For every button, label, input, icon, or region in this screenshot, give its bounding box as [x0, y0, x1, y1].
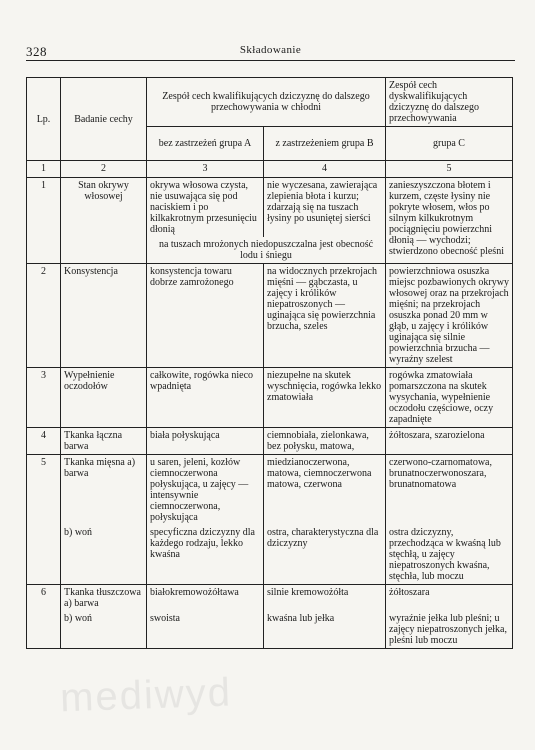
cell-group-b: niezupełne na skutek wyschnięcia, rogówka lekko zmatowiała: [264, 368, 386, 428]
col-number: 5: [386, 161, 513, 178]
cell-group-b: kwaśna lub jełka: [264, 611, 386, 649]
row-number: [27, 525, 61, 585]
cell-group-b: silnie kremowożółta: [264, 585, 386, 612]
row-number: 4: [27, 428, 61, 455]
col-header-group-c: grupa C: [386, 127, 513, 161]
cell-group-a: biała połyskująca: [147, 428, 264, 455]
cell-group-a: specyficzna dziczyzny dla każdego rodzaju, lekko kwaśna: [147, 525, 264, 585]
col-number: 3: [147, 161, 264, 178]
running-title: Składowanie: [239, 44, 302, 56]
cell-group-c: powierzchniowa osuszka miejsc pozbawionych okrywy włosowej oraz na przekrojach mięśni; na przekrojach osuszka ponad 20 mm w głąb, u zajęcy i królików uginająca się silnie powierzchnia brzucha — wyraźny szelest: [386, 264, 513, 368]
row-feature: b) woń: [61, 611, 147, 649]
cell-group-c: żółtoszara: [386, 585, 513, 612]
col-number: 2: [61, 161, 147, 178]
watermark: mediwyd: [59, 670, 233, 721]
col-header-qualifying: Zespół cech kwalifikujących dziczyznę do dalszego przechowywania w chłodni: [147, 78, 386, 127]
row-number: [27, 611, 61, 649]
cell-group-c: ostra dziczyzny, przechodząca w kwaśną lub stęchłą, u zajęcy niepatroszonych kwaśna, stęchła, lub moczu: [386, 525, 513, 585]
quality-table: [26, 77, 513, 649]
page-number: 328: [26, 44, 47, 59]
cell-group-c: zanieszyszczona błotem i kurzem, częste łysiny nie pokryte włosem, włos po silnym kilkukrotnym pociągnięciu powierzchni dłonią — wychodzi; stwierdzono obecność pleśni: [386, 178, 513, 264]
row-feature: Konsystencja: [61, 264, 147, 368]
row-number: 3: [27, 368, 61, 428]
table-row: [27, 428, 513, 455]
cell-group-a: okrywa włosowa czysta, nie usuwająca się pod naciskiem i po kilkakrotnym przesunięciu dłonią: [147, 178, 264, 238]
cell-note: na tuszach mrożonych niedopuszczalna jest obecność lodu i śniegu: [147, 237, 386, 264]
table-row: [27, 525, 513, 585]
table-row: [27, 264, 513, 368]
row-feature: Tkanka mięsna a) barwa: [61, 455, 147, 526]
cell-group-a: konsystencja towaru dobrze zamrożonego: [147, 264, 264, 368]
cell-group-a: całkowite, rogówka nieco wpadnięta: [147, 368, 264, 428]
row-feature: b) woń: [61, 525, 147, 585]
cell-group-b: ciemnobiała, zielonkawa, bez połysku, matowa,: [264, 428, 386, 455]
cell-group-b: nie wyczesana, zawierająca zlepienia błota i kurzu; zdarzają się na tuszach łysiny po usuniętej sierści: [264, 178, 386, 238]
col-number: 1: [27, 161, 61, 178]
cell-group-a: swoista: [147, 611, 264, 649]
cell-group-c: wyraźnie jełka lub pleśni; u zajęcy niepatroszonych jełka, pleśni lub moczu: [386, 611, 513, 649]
cell-group-a: u saren, jeleni, kozłów ciemnoczerwona połyskująca, u zajęcy — intensywnie ciemnoczerwona, połyskująca: [147, 455, 264, 526]
col-header-group-b: z zastrzeżeniem grupa B: [264, 127, 386, 161]
col-header-badanie: Badanie cechy: [61, 78, 147, 161]
col-number: 4: [264, 161, 386, 178]
cell-group-c: rogówka zmatowiała pomarszczona na skutek wysychania, wypełnienie oczodołu częściowe, oczy zapadnięte: [386, 368, 513, 428]
cell-group-b: na widocznych przekrojach mięśni — gąbczasta, u zajęcy i królików niepatroszonych — uginająca się powierzchnia brzucha, szeles: [264, 264, 386, 368]
col-header-lp: Lp.: [27, 78, 61, 161]
header-rule: [26, 60, 515, 61]
cell-group-c: żółtoszara, szarozielona: [386, 428, 513, 455]
cell-group-b: ostra, charakterystyczna dla dziczyzny: [264, 525, 386, 585]
row-number: 2: [27, 264, 61, 368]
col-header-group-a: bez zastrzeżeń grupa A: [147, 127, 264, 161]
row-feature: Stan okrywy włosowej: [61, 178, 147, 264]
col-header-disqualifying: Zespół cech dyskwalifikujących dziczyznę do dalszego przechowywania: [386, 78, 513, 127]
table-row: [27, 585, 513, 612]
cell-group-b: miedzianoczerwona, matowa, ciemnoczerwona matowa, czerwona: [264, 455, 386, 526]
table-row: [27, 455, 513, 526]
row-number: 5: [27, 455, 61, 526]
table-row: [27, 368, 513, 428]
table-row: [27, 178, 513, 238]
cell-group-a: białokremowożółtawa: [147, 585, 264, 612]
row-number: 1: [27, 178, 61, 264]
cell-group-c: czerwono-czarnomatowa, brunatnoczerwonoszara, brunatnomatowa: [386, 455, 513, 526]
row-feature: Tkanka łączna barwa: [61, 428, 147, 455]
row-feature: Wypełnienie oczodołów: [61, 368, 147, 428]
table-row: [27, 611, 513, 649]
row-feature: Tkanka tłuszczowa a) barwa: [61, 585, 147, 612]
row-number: 6: [27, 585, 61, 612]
